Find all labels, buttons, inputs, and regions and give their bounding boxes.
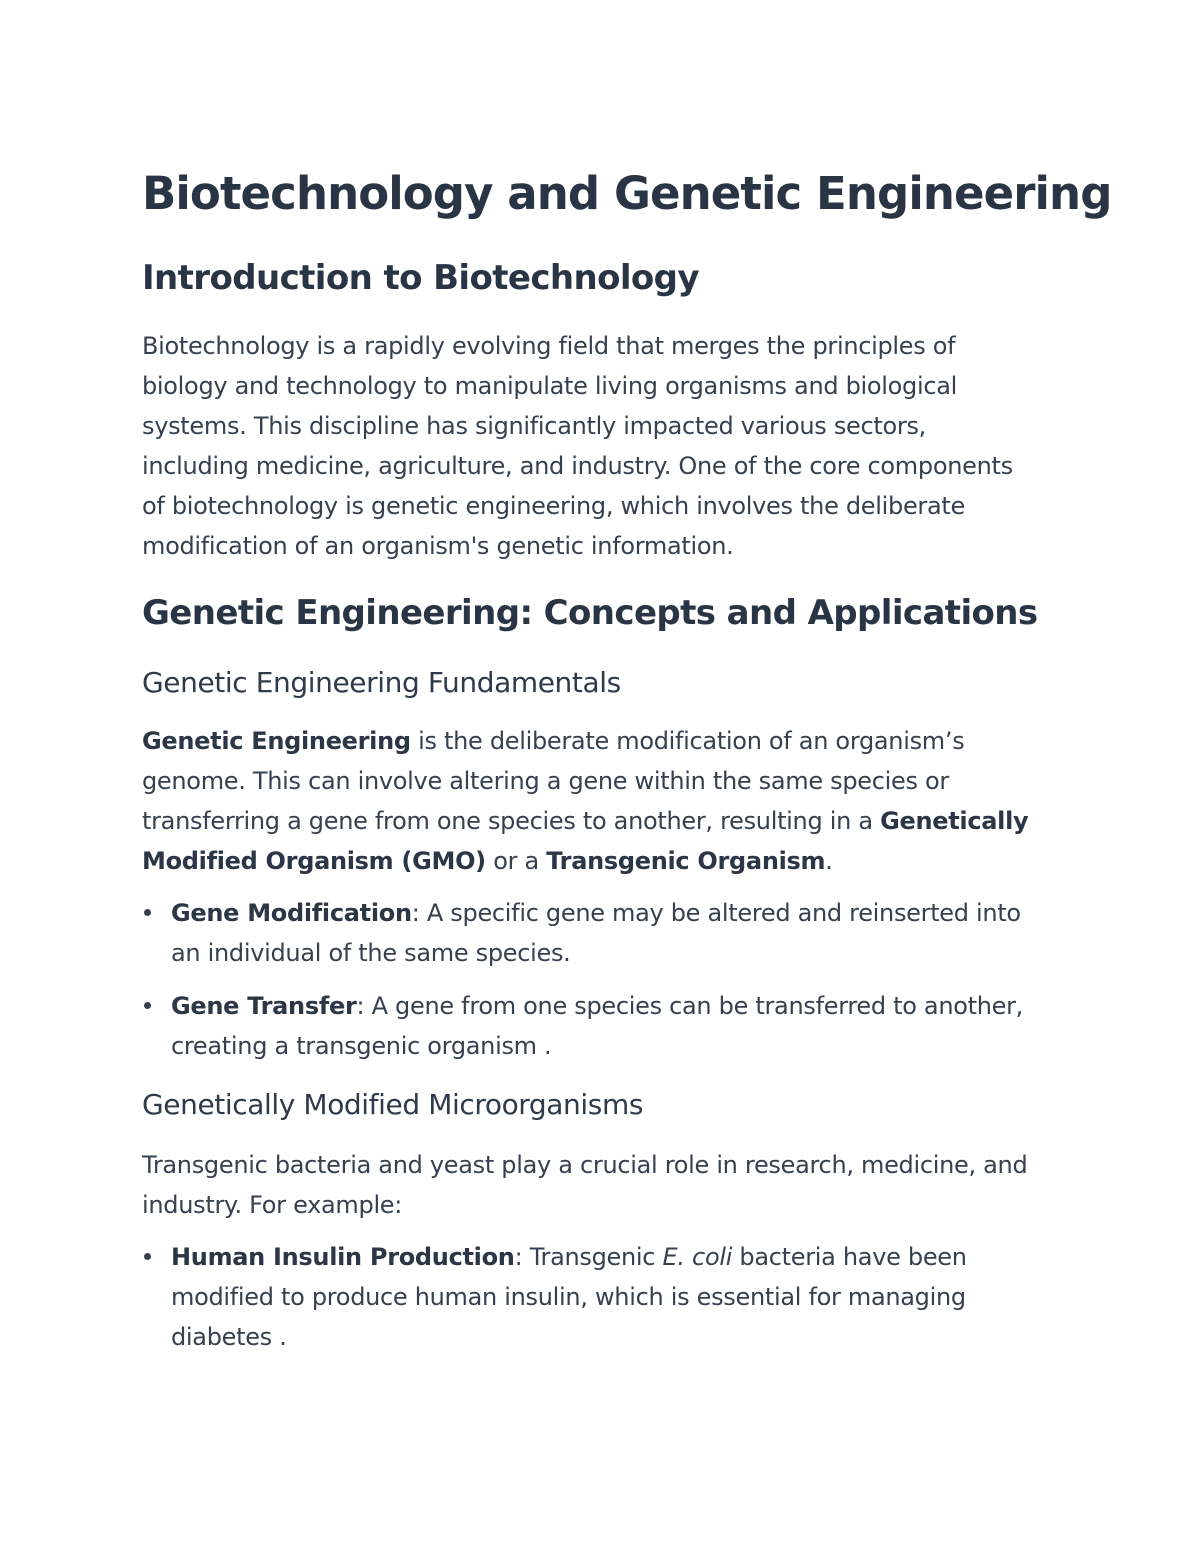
fundamentals-paragraph bbox=[142, 721, 1062, 881]
bullet-text bbox=[171, 992, 1023, 1060]
text-fragment: modified to produce human insulin, which is essential for managing bbox=[171, 1283, 966, 1311]
bullet-text bbox=[171, 1243, 967, 1351]
text-fragment: : A gene from one species can be transferred to another, bbox=[356, 992, 1024, 1020]
bullet-icon bbox=[144, 1002, 151, 1009]
intro-line: modification of an organism's genetic information. bbox=[142, 532, 734, 560]
text-fragment: : Transgenic bbox=[514, 1243, 663, 1271]
term-gmo: Modified Organism (GMO) bbox=[142, 847, 486, 875]
fundamentals-heading: Genetic Engineering Fundamentals bbox=[142, 666, 621, 699]
intro-line: biology and technology to manipulate living organisms and biological bbox=[142, 372, 958, 400]
text-fragment: an individual of the same species. bbox=[171, 939, 571, 967]
term-human-insulin-production: Human Insulin Production bbox=[171, 1243, 515, 1271]
term-transgenic-organism: Transgenic Organism bbox=[546, 847, 826, 875]
text-fragment: is the deliberate modification of an organism’s bbox=[410, 727, 965, 755]
text-fragment: . bbox=[825, 847, 833, 875]
text-fragment: or a bbox=[485, 847, 547, 875]
bullet-icon bbox=[144, 909, 151, 916]
text-fragment: genome. This can involve altering a gene within the same species or bbox=[142, 767, 949, 795]
microorganisms-paragraph bbox=[142, 1145, 1062, 1225]
bullet-icon bbox=[144, 1253, 151, 1260]
intro-line: of biotechnology is genetic engineering, which involves the deliberate bbox=[142, 492, 965, 520]
fundamentals-bullet-list bbox=[142, 893, 1062, 1079]
genetic-engineering-heading: Genetic Engineering: Concepts and Applications bbox=[142, 593, 1038, 633]
term-gene-modification: Gene Modification bbox=[171, 899, 412, 927]
term-genetically: Genetically bbox=[880, 807, 1029, 835]
intro-line: including medicine, agriculture, and industry. One of the core components bbox=[142, 452, 1013, 480]
text-fragment: transferring a gene from one species to another, resulting in a bbox=[142, 807, 881, 835]
text-fragment: bacteria have been bbox=[732, 1243, 967, 1271]
intro-line: systems. This discipline has significantly impacted various sectors, bbox=[142, 412, 926, 440]
species-name: E. coli bbox=[662, 1243, 733, 1271]
text-fragment: : A specific gene may be altered and reinserted into bbox=[411, 899, 1021, 927]
text-fragment: Transgenic bacteria and yeast play a crucial role in research, medicine, and bbox=[142, 1151, 1028, 1179]
microorganisms-heading: Genetically Modified Microorganisms bbox=[142, 1088, 644, 1121]
intro-line: Biotechnology is a rapidly evolving field that merges the principles of bbox=[142, 332, 956, 360]
text-fragment: diabetes . bbox=[171, 1323, 287, 1351]
intro-paragraph bbox=[142, 326, 1062, 566]
text-fragment: creating a transgenic organism . bbox=[171, 1032, 552, 1060]
term-genetic-engineering: Genetic Engineering bbox=[142, 727, 411, 755]
list-item bbox=[142, 893, 1062, 973]
list-item bbox=[142, 986, 1062, 1066]
text-fragment: industry. For example: bbox=[142, 1191, 403, 1219]
bullet-text bbox=[171, 899, 1021, 967]
term-gene-transfer: Gene Transfer bbox=[171, 992, 357, 1020]
list-item bbox=[142, 1237, 1062, 1357]
document-title: Biotechnology and Genetic Engineering bbox=[142, 167, 1112, 220]
intro-heading: Introduction to Biotechnology bbox=[142, 258, 699, 298]
microorganisms-bullet-list bbox=[142, 1237, 1062, 1370]
